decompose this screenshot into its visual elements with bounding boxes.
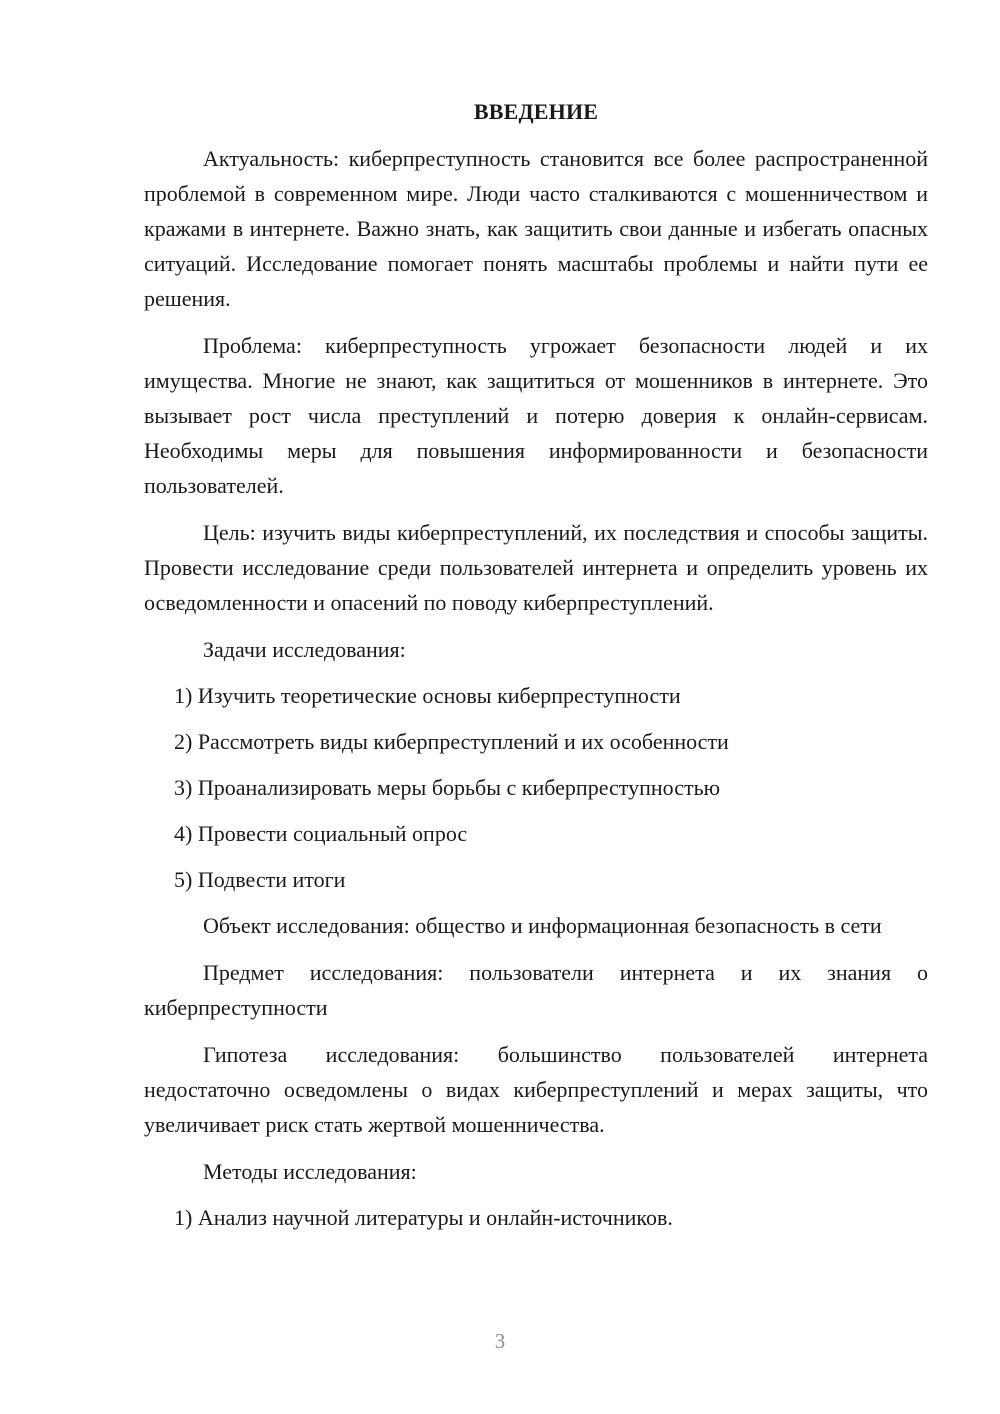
tasks-list xyxy=(144,678,928,897)
tasks-heading: Задачи исследования: xyxy=(203,637,406,662)
page-content xyxy=(144,94,928,1246)
list-item: 2) Рассмотреть виды киберпреступлений и их особенности xyxy=(174,729,729,754)
section-title: ВВЕДЕНИЕ xyxy=(473,99,599,124)
list-item: 1) Изучить теоретические основы киберпреступности xyxy=(174,683,681,708)
paragraph-hypothesis: Гипотеза исследования: большинство пользователей интернета недостаточно осведомлены о видах киберпреступлений и мерах защиты, что увеличивает риск стать жертвой мошенничества. xyxy=(144,1042,928,1137)
methods-heading: Методы исследования: xyxy=(203,1159,417,1184)
list-item: 1) Анализ научной литературы и онлайн-источников. xyxy=(174,1205,673,1230)
list-item: 4) Провести социальный опрос xyxy=(174,821,468,846)
page-number: 3 xyxy=(494,1329,506,1353)
paragraph-subject: Предмет исследования: пользователи интернета и их знания о киберпреступности xyxy=(144,960,928,1020)
paragraph-goal: Цель: изучить виды киберпреступлений, их последствия и способы защиты. Провести исследование среди пользователей интернета и определить уровень их осведомленности и опасений по поводу киберпреступлений. xyxy=(144,520,928,615)
list-item: 3) Проанализировать меры борьбы с киберпреступностью xyxy=(174,775,721,800)
paragraph-relevance: Актуальность: киберпреступность становится все более распространенной проблемой в современном мире. Люди часто сталкиваются с мошенничеством и кражами в интернете. Важно знать, как защитить свои данные и избегать опасных ситуаций. Исследование помогает понять масштабы проблемы и найти пути ее решения. xyxy=(144,146,928,311)
list-item: 5) Подвести итоги xyxy=(174,867,346,892)
methods-list xyxy=(144,1200,928,1235)
paragraph-object: Объект исследования: общество и информационная безопасность в сети xyxy=(203,913,882,938)
paragraph-problem: Проблема: киберпреступность угрожает безопасности людей и их имущества. Многие не знают, как защититься от мошенников в интернете. Это вызывает рост числа преступлений и потерю доверия к онлайн-сервисам. Необходимы меры для повышения информированности и безопасности пользователей. xyxy=(144,333,928,498)
